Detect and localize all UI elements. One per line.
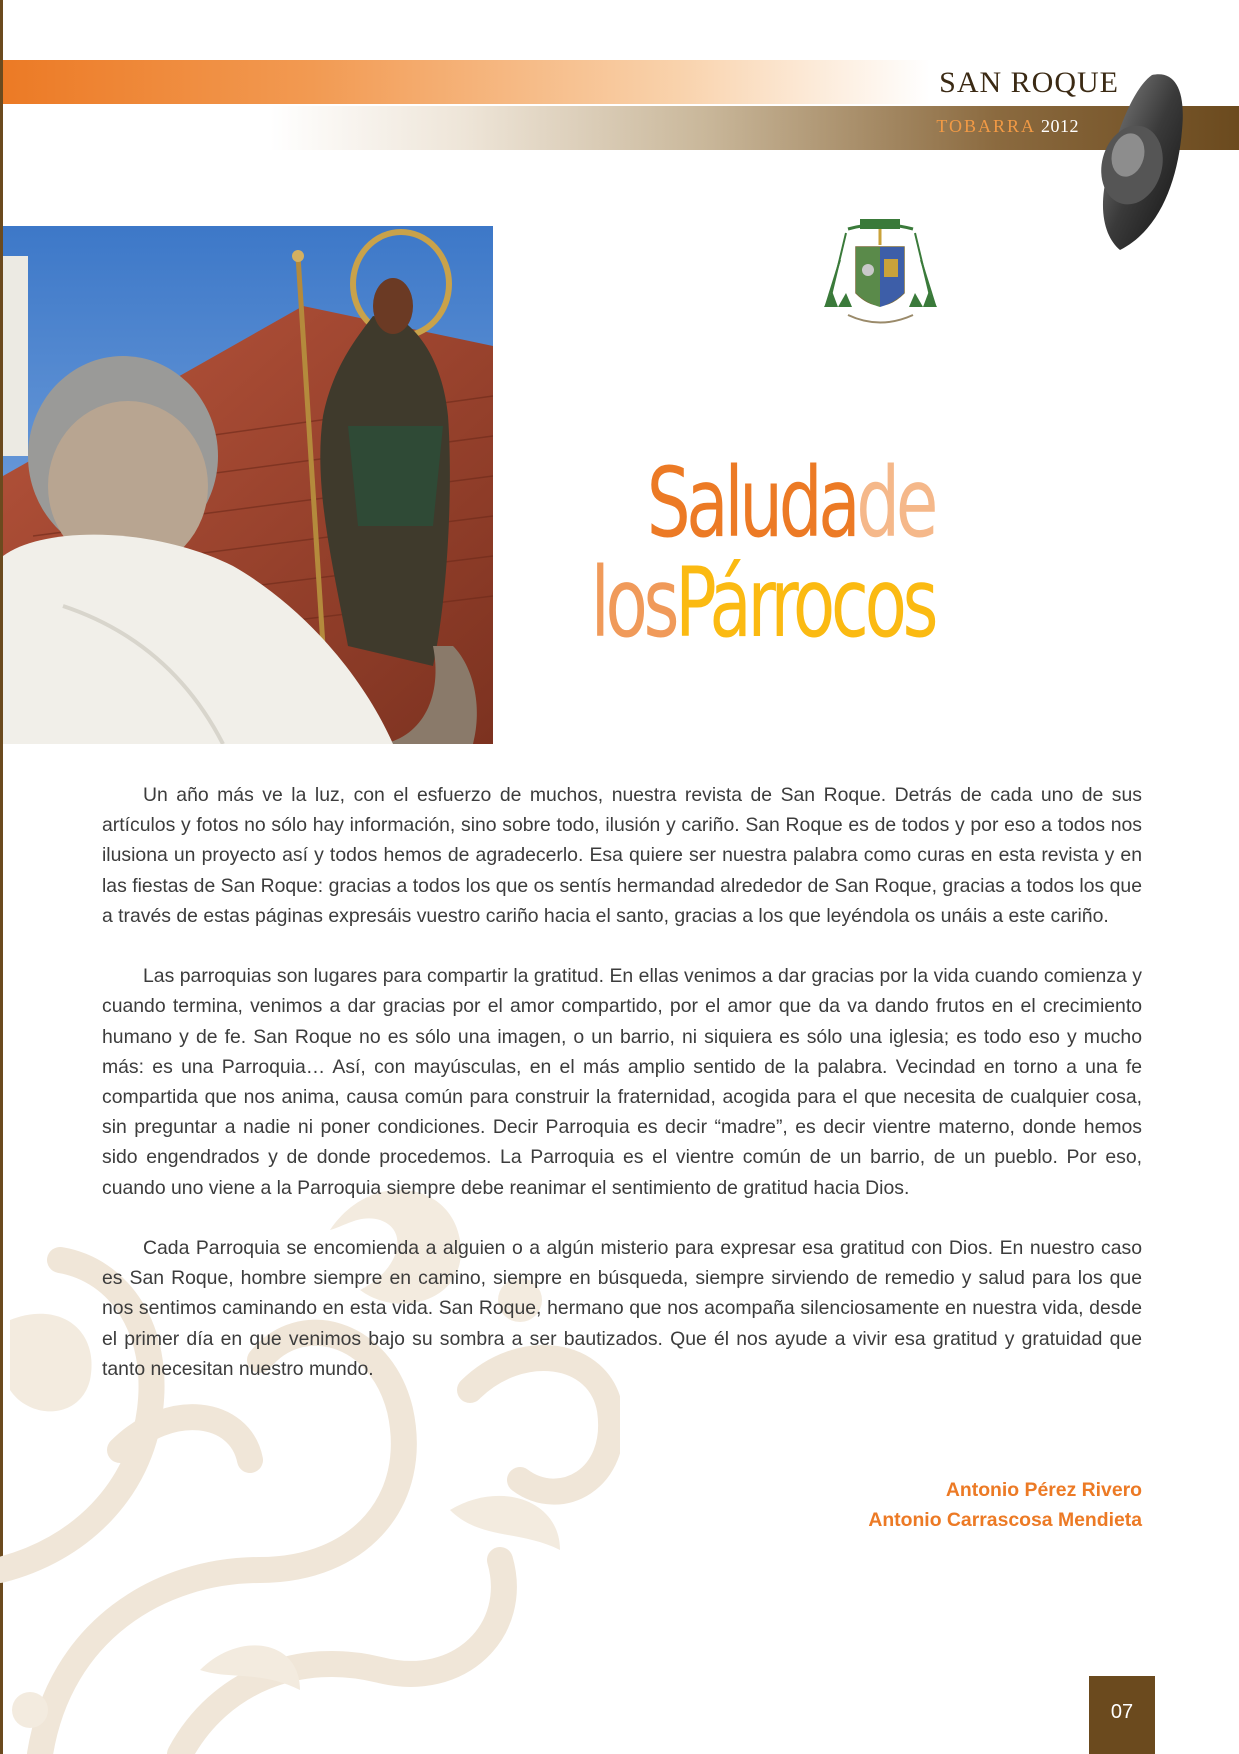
paragraph-3: Cada Parroquia se encomienda a alguien o a algún misterio para expresar esa gratitud con Dios. En nuestro caso es San Roque, hombre siempre en camino, siempre en búsqueda, siempre sirviendo de remedio y salud para los que nos sentimos caminando en esta vida. San Roque, hermano que nos acompaña silenciosamente en nuestra vida, desde el primer día en que venimos bajo su sombra a ser bautizados. Que él nos ayude a vivir esa gratitud y gratuidad que tanto necesitan nuestro mundo.: [102, 1237, 1142, 1380]
procession-photo: [3, 226, 493, 744]
coat-of-arms-icon: [818, 215, 943, 340]
article-title-line-2: [590, 547, 934, 659]
title-word-los: los: [590, 547, 675, 659]
article-title-line-1: [646, 447, 934, 559]
page-number: 07: [1089, 1676, 1155, 1754]
magazine-title: SAN ROQUE: [939, 66, 1119, 99]
edition-year: 2012: [1041, 116, 1079, 136]
edition-town: TOBARRA: [936, 116, 1036, 136]
paragraph-1: Un año más ve la luz, con el esfuerzo de muchos, nuestra revista de San Roque. Detrás de cada uno de sus artículos y fotos no sólo hay información, sino sobre todo, ilusión y cariño. San Roque es de todos y por eso a todos nos ilusiona un proyecto así y todos hemos de agradecerlo. Esa quiere ser nuestra palabra como curas en esta revista y en las fiestas de San Roque: gracias a todos los que os sentís hermandad alrededor de San Roque, gracias a todos los que a través de estas páginas expresáis vuestro cariño hacia el santo, gracias a los que leyéndola os unáis a este cariño.: [102, 784, 1142, 927]
magazine-edition: [936, 116, 1079, 137]
author-1: Antonio Pérez Rivero: [945, 1479, 1142, 1501]
title-word-saluda: Saluda: [646, 447, 857, 559]
author-signatures: [868, 1475, 1142, 1535]
paragraph-2: Las parroquias son lugares para compartir la gratitud. En ellas venimos a dar gracias por la vida cuando comienza y cuando termina, venimos a dar gracias por el amor compartido, por el amor que da va dando frutos en el crecimiento humano y de fe. San Roque no es sólo una imagen, o un barrio, ni siquiera es sólo una iglesia; es todo eso y mucho más: es una Parroquia… Así, con mayúsculas, en el más amplio sentido de la palabra. Vecindad en torno a una fe compartida que nos anima, causa común para construir la fraternidad, acogida para el que necesita de cualquier cosa, sin preguntar a nadie ni poner condiciones. Decir Parroquia es decir “madre”, es decir vientre materno, donde hemos sido engendrados y de donde procedemos. La Parroquia es el vientre común de un barrio, de un pueblo. Por eso, cuando uno viene a la Parroquia siempre debe reanimar el sentimiento de gratitud hacia Dios.: [102, 965, 1142, 1199]
title-word-de: de: [856, 447, 934, 559]
pilgrim-hat-icon: [1090, 70, 1190, 255]
title-word-parrocos: árrocos: [709, 547, 934, 659]
article-body: [102, 780, 1142, 1414]
title-initial-p: P: [674, 547, 710, 659]
author-2: Antonio Carrascosa Mendieta: [868, 1509, 1142, 1532]
